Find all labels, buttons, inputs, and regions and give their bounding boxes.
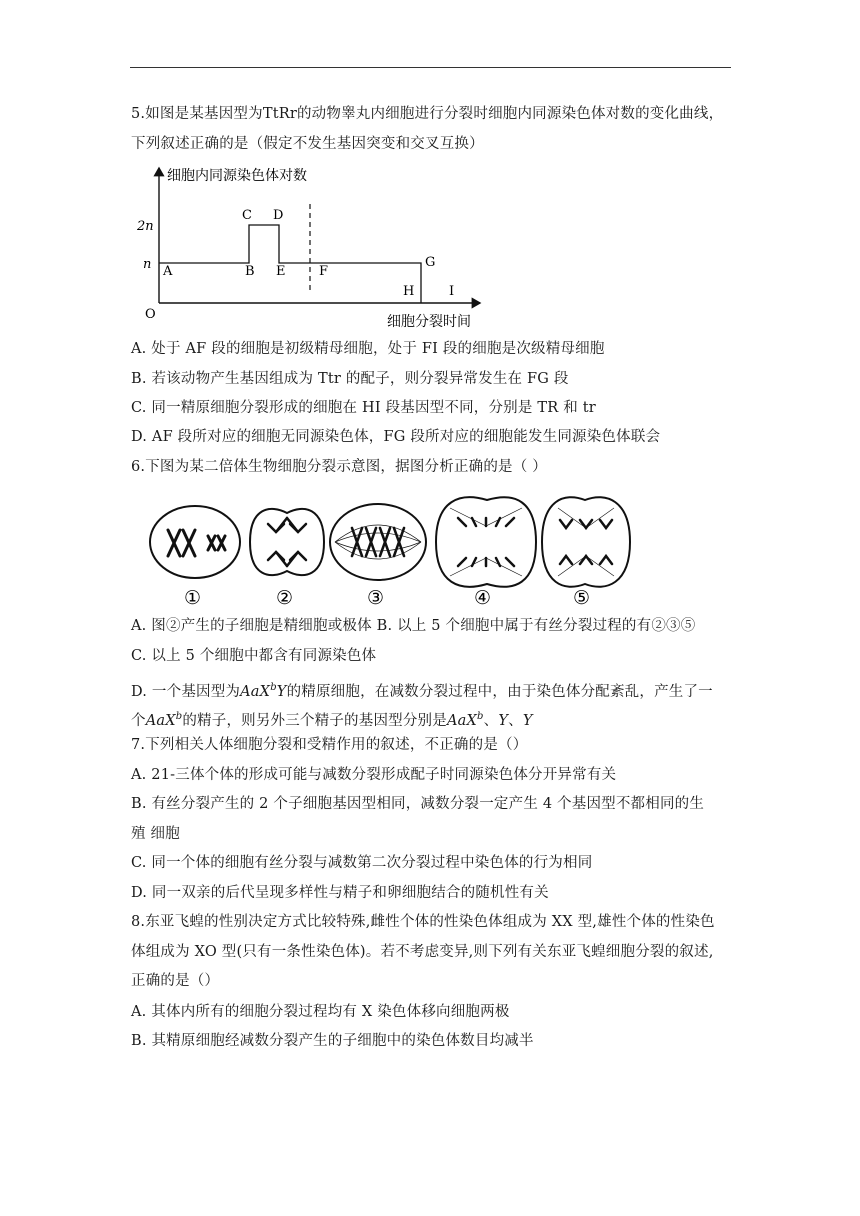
q5-option-b: B. 若该动物产生基因组成为 Ttr 的配子，则分裂异常发生在 FG 段 bbox=[131, 371, 569, 387]
q6-option-c: C. 以上 5 个细胞中都含有同源染色体 bbox=[131, 648, 377, 664]
cell-label-2: ② bbox=[276, 587, 294, 609]
point-i: I bbox=[449, 284, 455, 299]
q7-option-b-line1: B. 有丝分裂产生的 2 个子细胞基因型相同，减数分裂一定产生 4 个基因型不都相同的生 bbox=[131, 796, 705, 812]
point-b: B bbox=[245, 264, 255, 279]
q6-option-d-line2: 个AaX$^b$的精子，则另外三个精子的基因型分别是AaX$^b$、Y、Y bbox=[131, 711, 533, 729]
point-a: A bbox=[163, 264, 173, 279]
cell-5 bbox=[542, 497, 630, 587]
cell-division-diagram bbox=[140, 488, 640, 610]
cell-label-1: ① bbox=[184, 587, 202, 609]
point-c: C bbox=[242, 208, 252, 223]
q8-option-b: B. 其精原细胞经减数分裂产生的子细胞中的染色体数目均减半 bbox=[131, 1033, 534, 1049]
cell-3 bbox=[330, 504, 426, 580]
q7-option-b-line2: 殖 细胞 bbox=[131, 826, 180, 842]
cell-label-5: ⑤ bbox=[573, 587, 591, 609]
point-d: D bbox=[273, 208, 284, 223]
graph-ylabel: 细胞内同源染色体对数 bbox=[167, 168, 307, 184]
q6-option-ab: A. 图②产生的子细胞是精细胞或极体 B. 以上 5 个细胞中属于有丝分裂过程的有②③⑤ bbox=[131, 618, 696, 634]
cell-label-3: ③ bbox=[367, 587, 385, 609]
q7-option-a: A. 21-三体个体的形成可能与减数分裂形成配子时同源染色体分开异常有关 bbox=[131, 767, 617, 783]
q6-stem: 6.下图为某二倍体生物细胞分裂示意图，据图分析正确的是（ ） bbox=[131, 459, 547, 475]
point-h: H bbox=[403, 284, 415, 299]
q8-stem-line2: 体组成为 XO 型(只有一条性染色体)。若不考虑变异,则下列有关东亚飞蝗细胞分裂的叙述, bbox=[131, 944, 714, 960]
q8-option-a: A. 其体内所有的细胞分裂过程均有 X 染色体移向细胞两极 bbox=[131, 1004, 510, 1020]
header-rule bbox=[130, 67, 731, 68]
cell-label-4: ④ bbox=[474, 587, 492, 609]
point-g: G bbox=[425, 255, 436, 270]
q8-stem-line1: 8.东亚飞蝗的性别决定方式比较特殊,雌性个体的性染色体组成为 XX 型,雄性个体的性染色 bbox=[131, 914, 715, 930]
point-f: F bbox=[319, 264, 329, 279]
ytick-2n: 2n bbox=[137, 219, 154, 234]
q5-stem-line2: 下列叙述正确的是（假定不发生基因突变和交叉互换） bbox=[131, 136, 484, 152]
cell-1 bbox=[150, 506, 240, 578]
q7-option-d: D. 同一双亲的后代呈现多样性与精子和卵细胞结合的随机性有关 bbox=[131, 885, 549, 901]
q7-option-c: C. 同一个体的细胞有丝分裂与减数第二次分裂过程中染色体的行为相同 bbox=[131, 855, 593, 871]
graph-xlabel: 细胞分裂时间 bbox=[387, 314, 471, 330]
point-e: E bbox=[276, 264, 286, 279]
homologous-pairs-graph bbox=[135, 160, 485, 330]
q5-option-a: A. 处于 AF 段的细胞是初级精母细胞，处于 FI 段的细胞是次级精母细胞 bbox=[131, 341, 605, 357]
q5-stem-line1: 5.如图是某基因型为TtRr的动物睾丸内细胞进行分裂时细胞内同源染色体对数的变化曲线， bbox=[131, 106, 724, 122]
graph-origin: O bbox=[145, 307, 156, 322]
q6-option-d-line1: D. 一个基因型为AaX$^b$Y的精原细胞，在减数分裂过程中，由于染色体分配紊乱，产生了一 bbox=[131, 682, 713, 700]
cell-4 bbox=[436, 497, 536, 587]
ytick-n: n bbox=[143, 257, 152, 272]
q5-option-d: D. AF 段所对应的细胞无同源染色体，FG 段所对应的细胞能发生同源染色体联会 bbox=[131, 429, 661, 445]
q5-option-c: C. 同一精原细胞分裂形成的细胞在 HI 段基因型不同，分别是 TR 和 tr bbox=[131, 400, 596, 416]
q8-stem-line3: 正确的是（） bbox=[131, 973, 220, 989]
q7-stem: 7.下列相关人体细胞分裂和受精作用的叙述，不正确的是（） bbox=[131, 737, 528, 753]
homologous-pairs-curve bbox=[159, 225, 421, 303]
